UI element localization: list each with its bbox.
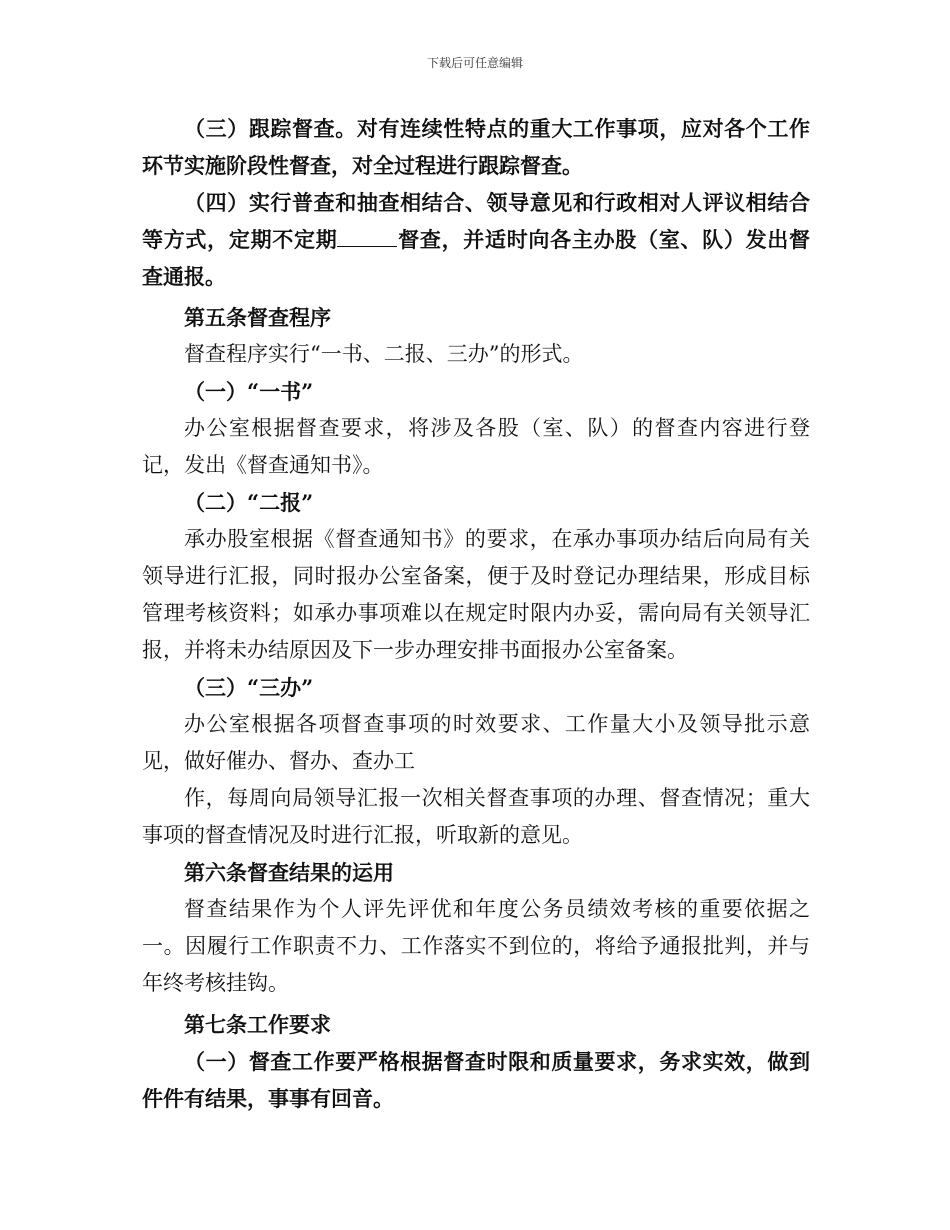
subsection-3-text-a: 办公室根据各项督查事项的时效要求、工作量大小及领导批示意见，做好催办、督办、查办工: [142, 712, 810, 773]
subsection-2-text: 承办股室根据《督查通知书》的要求，在承办事项办结后向局有关领导进行汇报，同时报办公室备案，便于及时登记办理结果，形成目标管理考核资料；如承办事项难以在规定时限内办妥，需向局有关领导汇报，并将未办结原因及下一步办理安排书面报办公室备案。: [142, 527, 810, 662]
article-6-title: 第六条督查结果的运用: [184, 860, 394, 885]
article-5-title: 第五条督查程序: [184, 305, 331, 330]
paragraph-text-part: 督查，并适时向各主办股（室、队）发出督查通报。: [142, 227, 811, 289]
article-6-text: 督查结果作为个人评先评优和年度公务员绩效考核的重要依据之一。因履行工作职责不力、工作落实不到位的，将给予通报批判，并与年终考核挂钩。: [142, 897, 810, 995]
article-7-title: 第七条工作要求: [184, 1012, 331, 1037]
document-body: [142, 110, 810, 1117]
subsection-1-text: 办公室根据督查要求，将涉及各股（室、队）的督查内容进行登记，发出《督查通知书》。: [142, 416, 810, 477]
paragraph-text-part: （四）实行普查和抽查相结合、领导意见和行政相对人评议相结合等方式，定期不定期: [142, 190, 810, 252]
fill-in-blank: [337, 230, 397, 247]
subsection-1-title: （一）“一书”: [184, 379, 314, 404]
paragraph-combined-inspection: [142, 184, 810, 295]
article-7-item-1: （一）督查工作要严格根据督查时限和质量要求，务求实效，做到件件有结果，事事有回音。: [142, 1049, 810, 1111]
page-header: 下载后可任意编辑: [426, 56, 523, 70]
subsection-3-title: （三）“三办”: [184, 675, 314, 700]
subsection-3-text-b: 作，每周向局领导汇报一次相关督查事项的办理、督查情况；重大事项的督查情况及时进行汇报，听取新的意见。: [142, 786, 810, 847]
subsection-2-title: （二）“二报”: [184, 490, 314, 515]
paragraph-tracking-supervision: （三）跟踪督查。对有连续性特点的重大工作事项，应对各个工作环节实施阶段性督查，对全过程进行跟踪督查。: [142, 116, 810, 178]
article-5-intro: 督查程序实行“一书、二报、三办”的形式。: [184, 342, 584, 366]
